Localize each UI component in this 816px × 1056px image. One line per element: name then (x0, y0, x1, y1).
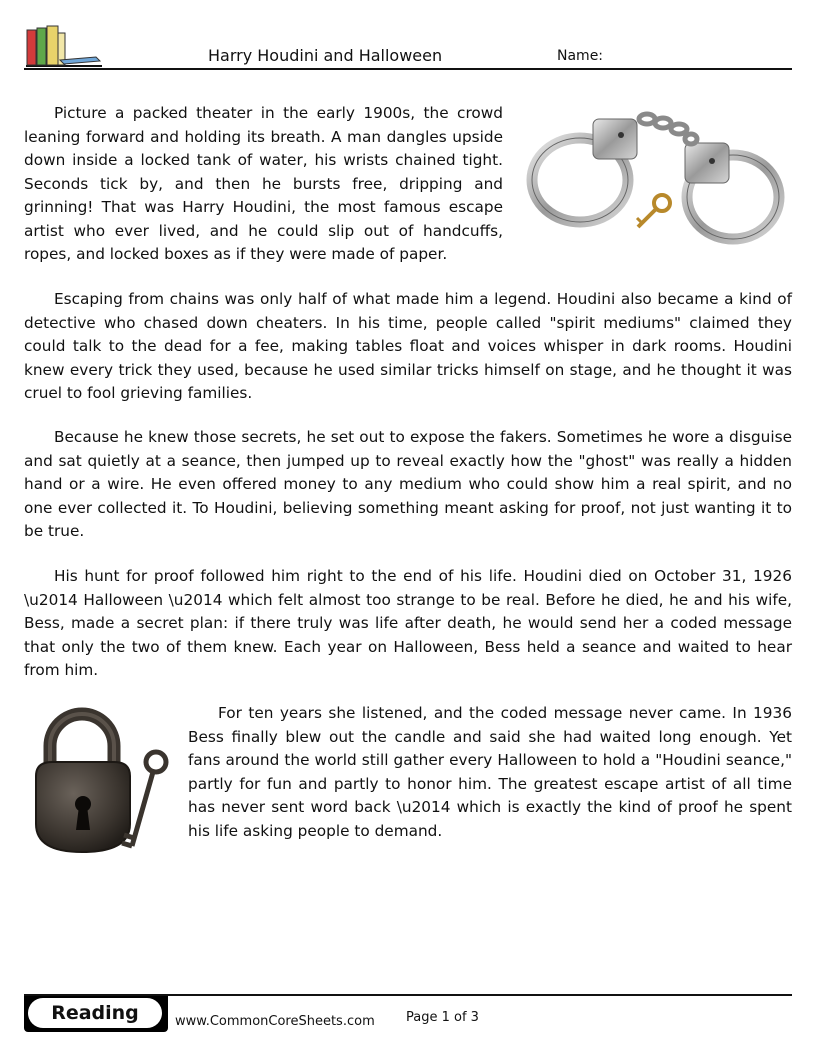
paragraph-2: Escaping from chains was only half of what made him a legend. Houdini also became a kind of detective who chased down cheaters. In his time, people called "spirit mediums" claimed they could talk to the dead for a fee, making tables float and voices whisper in dark rooms. Houdini knew every trick they used, because he used similar tricks himself on stage, and he thought it was cruel to fool grieving families. (24, 290, 792, 402)
paragraph-3: Because he knew those secrets, he set out to expose the fakers. Sometimes he wore a disguise and sat quietly at a seance, then jumped up to reveal exactly how the "ghost" was really a hidden hand or a wire. He even offered money to any medium who could show him a real spirit, and no one ever collected it. To Houdini, believing something meant asking for proof, not just wanting it to be true. (24, 428, 792, 540)
reading-badge (24, 996, 168, 1032)
paragraph-4: His hunt for proof followed him right to the end of his life. Houdini died on October 31, 1926 \u2014 Halloween \u2014 which felt almost too strange to be real. Before he died, he and his wife, Bess, made a secret plan: if there truly was life after death, he would send her a coded message that only the two of them knew. Each year on Halloween, Bess held a seance and waited to hear from him. (24, 567, 792, 679)
paragraph-5: For ten years she listened, and the coded message never came. In 1936 Bess finally blew out the candle and said she had waited long enough. Yet fans around the world still gather every Halloween to hold a "Houdini seance," partly for fun and partly to honor him. The greatest escape artist of all time has never sent word back \u2014 which is exactly the kind of proof he spent his life asking people to demand. (188, 704, 792, 840)
paragraph-1: Picture a packed theater in the early 1900s, the crowd leaning forward and holding its breath. A man dangles upside down inside a locked tank of water, his wrists chained tight. Seconds tick by, and then he bursts free, dripping and grinning! That was Harry Houdini, the most famous escape artist who ever lived, and he could slip out of handcuffs, ropes, and locked boxes as if they were made of paper. (24, 104, 503, 263)
books-icon (24, 24, 104, 68)
padlock-with-key-icon (28, 706, 178, 862)
page-number: Page 1 of 3 (406, 1010, 479, 1025)
worksheet-header (24, 22, 792, 70)
handcuffs-with-key-icon (525, 105, 790, 245)
worksheet-title: Harry Houdini and Halloween (208, 46, 443, 65)
site-url: www.CommonCoreSheets.com (175, 1014, 375, 1029)
name-label: Name: (557, 48, 604, 64)
header-divider (24, 68, 792, 70)
reading-badge-label: Reading (28, 998, 162, 1028)
